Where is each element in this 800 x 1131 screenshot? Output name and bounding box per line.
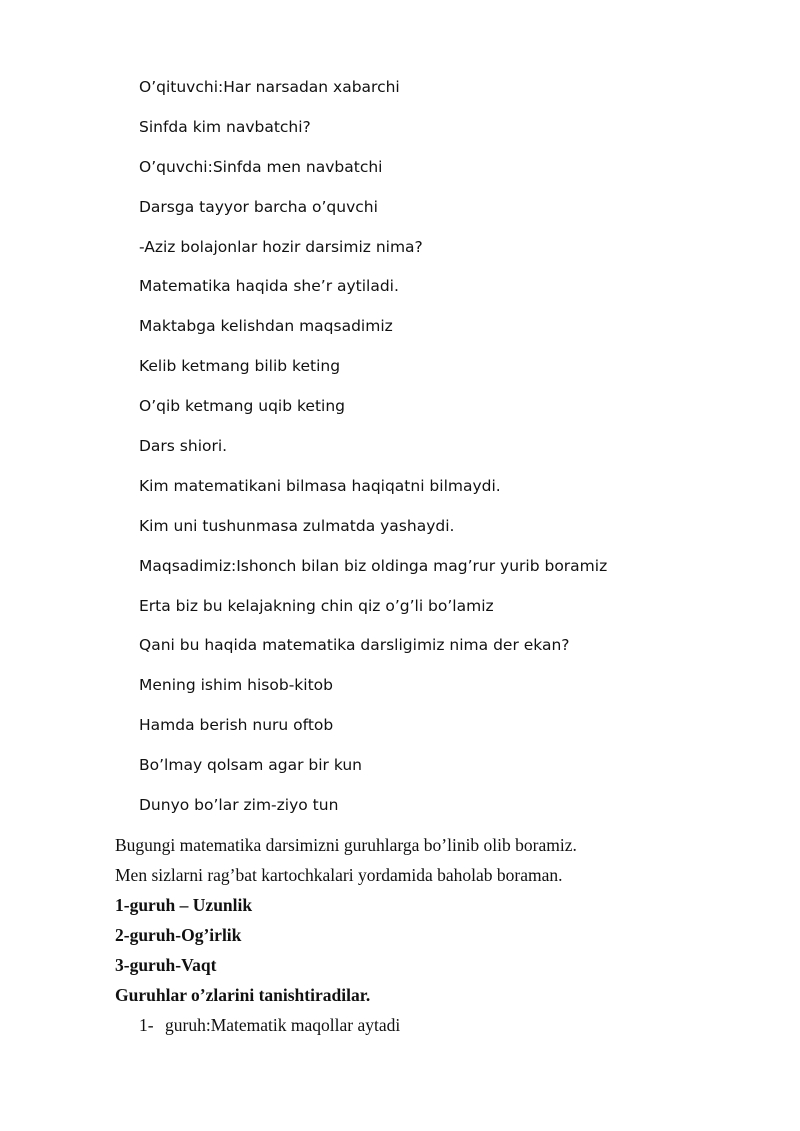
list-item-text: guruh:Matematik maqollar aytadi [165, 1015, 401, 1035]
group-heading: 1-guruh – Uzunlik [115, 895, 253, 915]
lesson-body [115, 834, 755, 1044]
poem-line: Darsga tayyor barcha o’quvchi [139, 197, 378, 216]
poem-line: Kelib ketmang bilib keting [139, 357, 341, 376]
poem-line: Maktabga kelishdan maqsadimiz [139, 317, 393, 336]
intro-paragraph: Men sizlarni rag’bat kartochkalari yordamida baholab boraman. [115, 865, 563, 885]
poem-line: Dunyo bo’lar zim-ziyo tun [139, 796, 339, 815]
poem-line: Kim matematikani bilmasa haqiqatni bilmaydi. [139, 476, 501, 495]
poem-line: O’qituvchi:Har narsadan xabarchi [139, 78, 400, 96]
poem-line: Erta biz bu kelajakning chin qiz o’g’li bo’lamiz [139, 596, 494, 615]
poem-line: Bo’lmay qolsam agar bir kun [139, 756, 363, 775]
poem-line: Sinfda kim navbatchi? [139, 117, 311, 136]
poem-line: Dars shiori. [139, 437, 228, 456]
poem-line: -Aziz bolajonlar hozir darsimiz nima? [139, 237, 423, 256]
poem-line: Qani bu haqida matematika darsligimiz nima der ekan? [139, 636, 570, 655]
list-item-number: 1- [139, 1015, 154, 1035]
poem-lines [139, 76, 607, 834]
poem-line: Hamda berish nuru oftob [139, 716, 334, 735]
groups-intro-heading: Guruhlar o’zlarini tanishtiradilar. [115, 985, 371, 1005]
group-heading: 3-guruh-Vaqt [115, 955, 217, 975]
poem-line: Matematika haqida she’r aytiladi. [139, 277, 399, 296]
poem-line: Mening ishim hisob-kitob [139, 676, 333, 695]
list-item [115, 1014, 755, 1044]
poem-line: O’quvchi:Sinfda men navbatchi [139, 157, 383, 176]
poem-line: Kim uni tushunmasa zulmatda yashaydi. [139, 516, 455, 535]
poem-line: Maqsadimiz:Ishonch bilan biz oldinga mag’rur yurib boramiz [139, 556, 608, 575]
group-heading: 2-guruh-Og’irlik [115, 925, 242, 945]
poem-line: O’qib ketmang uqib keting [139, 397, 346, 416]
intro-paragraph: Bugungi matematika darsimizni guruhlarga bo’linib olib boramiz. [115, 835, 577, 855]
